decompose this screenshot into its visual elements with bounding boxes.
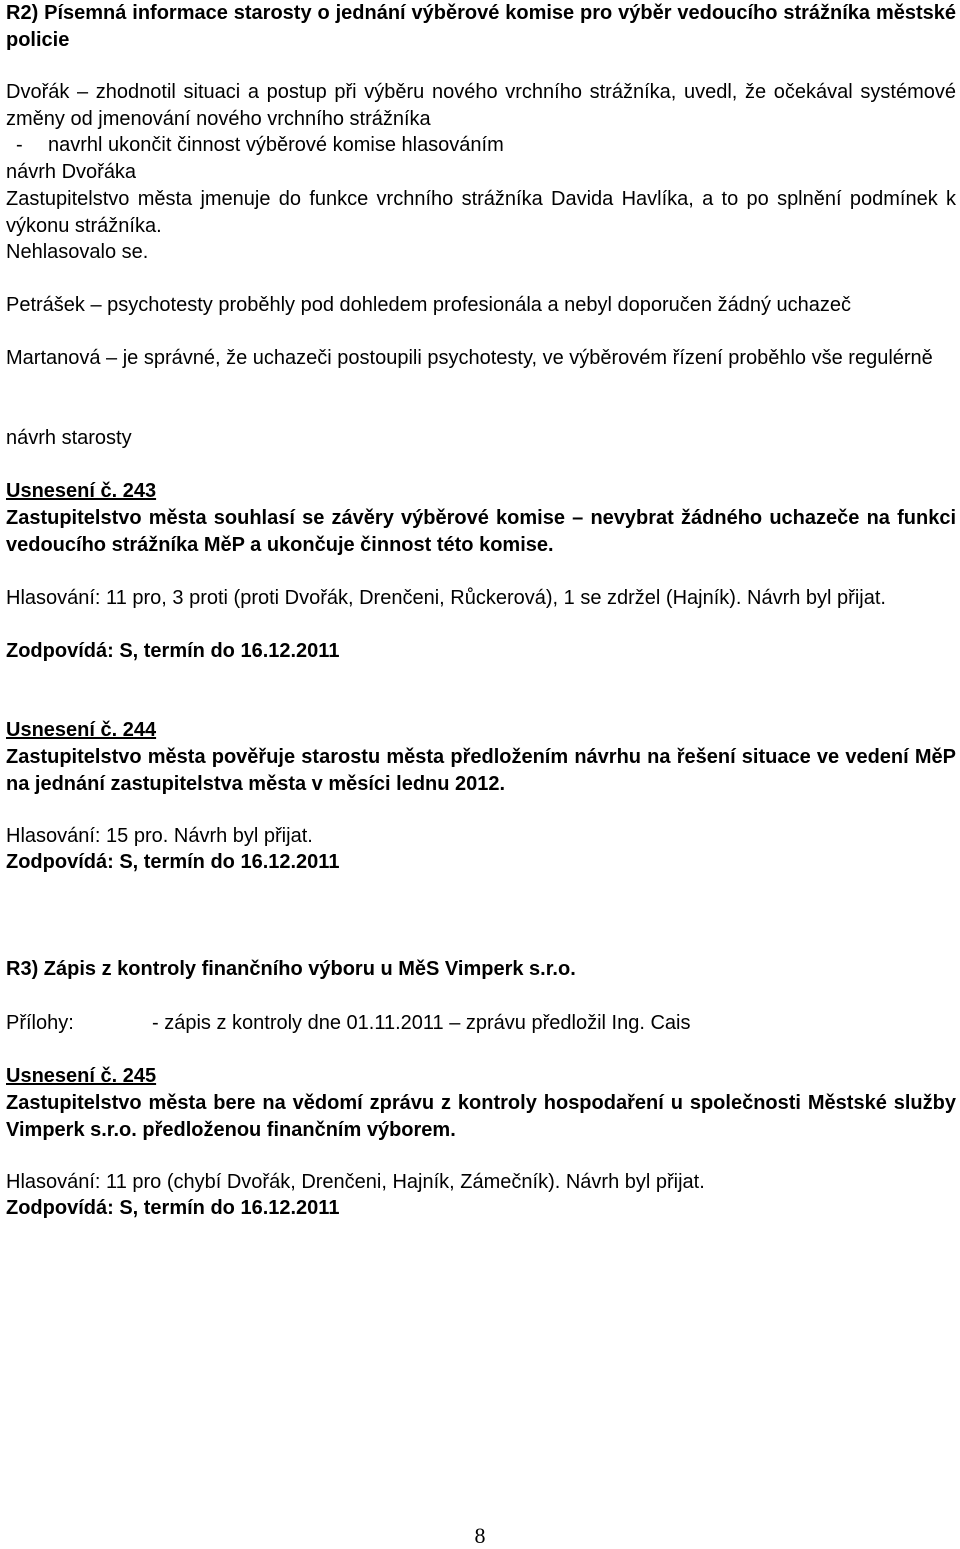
resolution-245-text: Zastupitelstvo města bere na vědomí zprávu z kontroly hospodaření u společnosti Městské služby Vimperk s.r.o. předloženou finančním výborem. <box>6 1092 956 1141</box>
list-dash: - <box>16 134 23 156</box>
resolution-244-text: Zastupitelstvo města pověřuje starostu města předložením návrhu na řešení situace ve vedení MěP na jednání zastupitelstva města v měsíci lednu 2012. <box>6 746 956 795</box>
section-r3-heading: R3) Zápis z kontroly finančního výboru u MěS Vimperk s.r.o. <box>6 958 576 980</box>
resolution-244-label: Usnesení č. 244 <box>6 719 157 741</box>
section-r2-heading: R2) Písemná informace starosty o jednání výběrové komise pro výběr vedoucího strážníka městské policie <box>6 2 956 51</box>
resolution-244-vote: Hlasování: 15 pro. Návrh byl přijat. <box>6 825 313 847</box>
resolution-245-responsible: Zodpovídá: S, termín do 16.12.2011 <box>6 1197 340 1219</box>
resolution-243-text: Zastupitelstvo města souhlasí se závěry výběrové komise – nevybrat žádného uchazeče na funkci vedoucího strážníka MěP a ukončuje činnost této komise. <box>6 507 956 556</box>
paragraph-appointment-proposal: Zastupitelstvo města jmenuje do funkce vrchního strážníka Davida Havlíka, a to po splnění podmínek k výkonu strážníka. <box>6 188 956 237</box>
paragraph-no-vote: Nehlasovalo se. <box>6 241 149 263</box>
paragraph-mayor-proposal: návrh starosty <box>6 427 132 449</box>
paragraph-proposal-dvorak: návrh Dvořáka <box>6 161 137 183</box>
paragraph-dvorak-statement: Dvořák – zhodnotil situaci a postup při výběru nového vrchního strážníka, uvedl, že očekával systémové změny od jmenování nového vrchního strážníka <box>6 81 956 130</box>
resolution-243-responsible: Zodpovídá: S, termín do 16.12.2011 <box>6 640 340 662</box>
list-item-proposal <box>6 132 960 159</box>
paragraph-martanova-statement: Martanová – je správné, že uchazeči postoupili psychotesty, ve výběrovém řízení proběhlo vše regulérně <box>6 347 933 369</box>
attachments-text: - zápis z kontroly dne 01.11.2011 – zprávu předložil Ing. Cais <box>152 1012 691 1034</box>
page-number: 8 <box>474 1523 486 1548</box>
list-item-text: navrhl ukončit činnost výběrové komise hlasováním <box>48 134 504 156</box>
attachments-line <box>6 1010 956 1037</box>
resolution-245-label: Usnesení č. 245 <box>6 1065 157 1087</box>
resolution-243-label: Usnesení č. 243 <box>6 480 157 502</box>
resolution-245-vote: Hlasování: 11 pro (chybí Dvořák, Drenčeni, Hajník, Zámečník). Návrh byl přijat. <box>6 1171 705 1193</box>
resolution-244-responsible: Zodpovídá: S, termín do 16.12.2011 <box>6 851 340 873</box>
resolution-243-vote: Hlasování: 11 pro, 3 proti (proti Dvořák, Drenčeni, Růckerová), 1 se zdržel (Hajník). Návrh byl přijat. <box>6 587 886 609</box>
attachments-label: Přílohy: <box>6 1012 74 1034</box>
paragraph-petrasek-statement: Petrášek – psychotesty proběhly pod dohledem profesionála a nebyl doporučen žádný uchazeč <box>6 294 851 316</box>
